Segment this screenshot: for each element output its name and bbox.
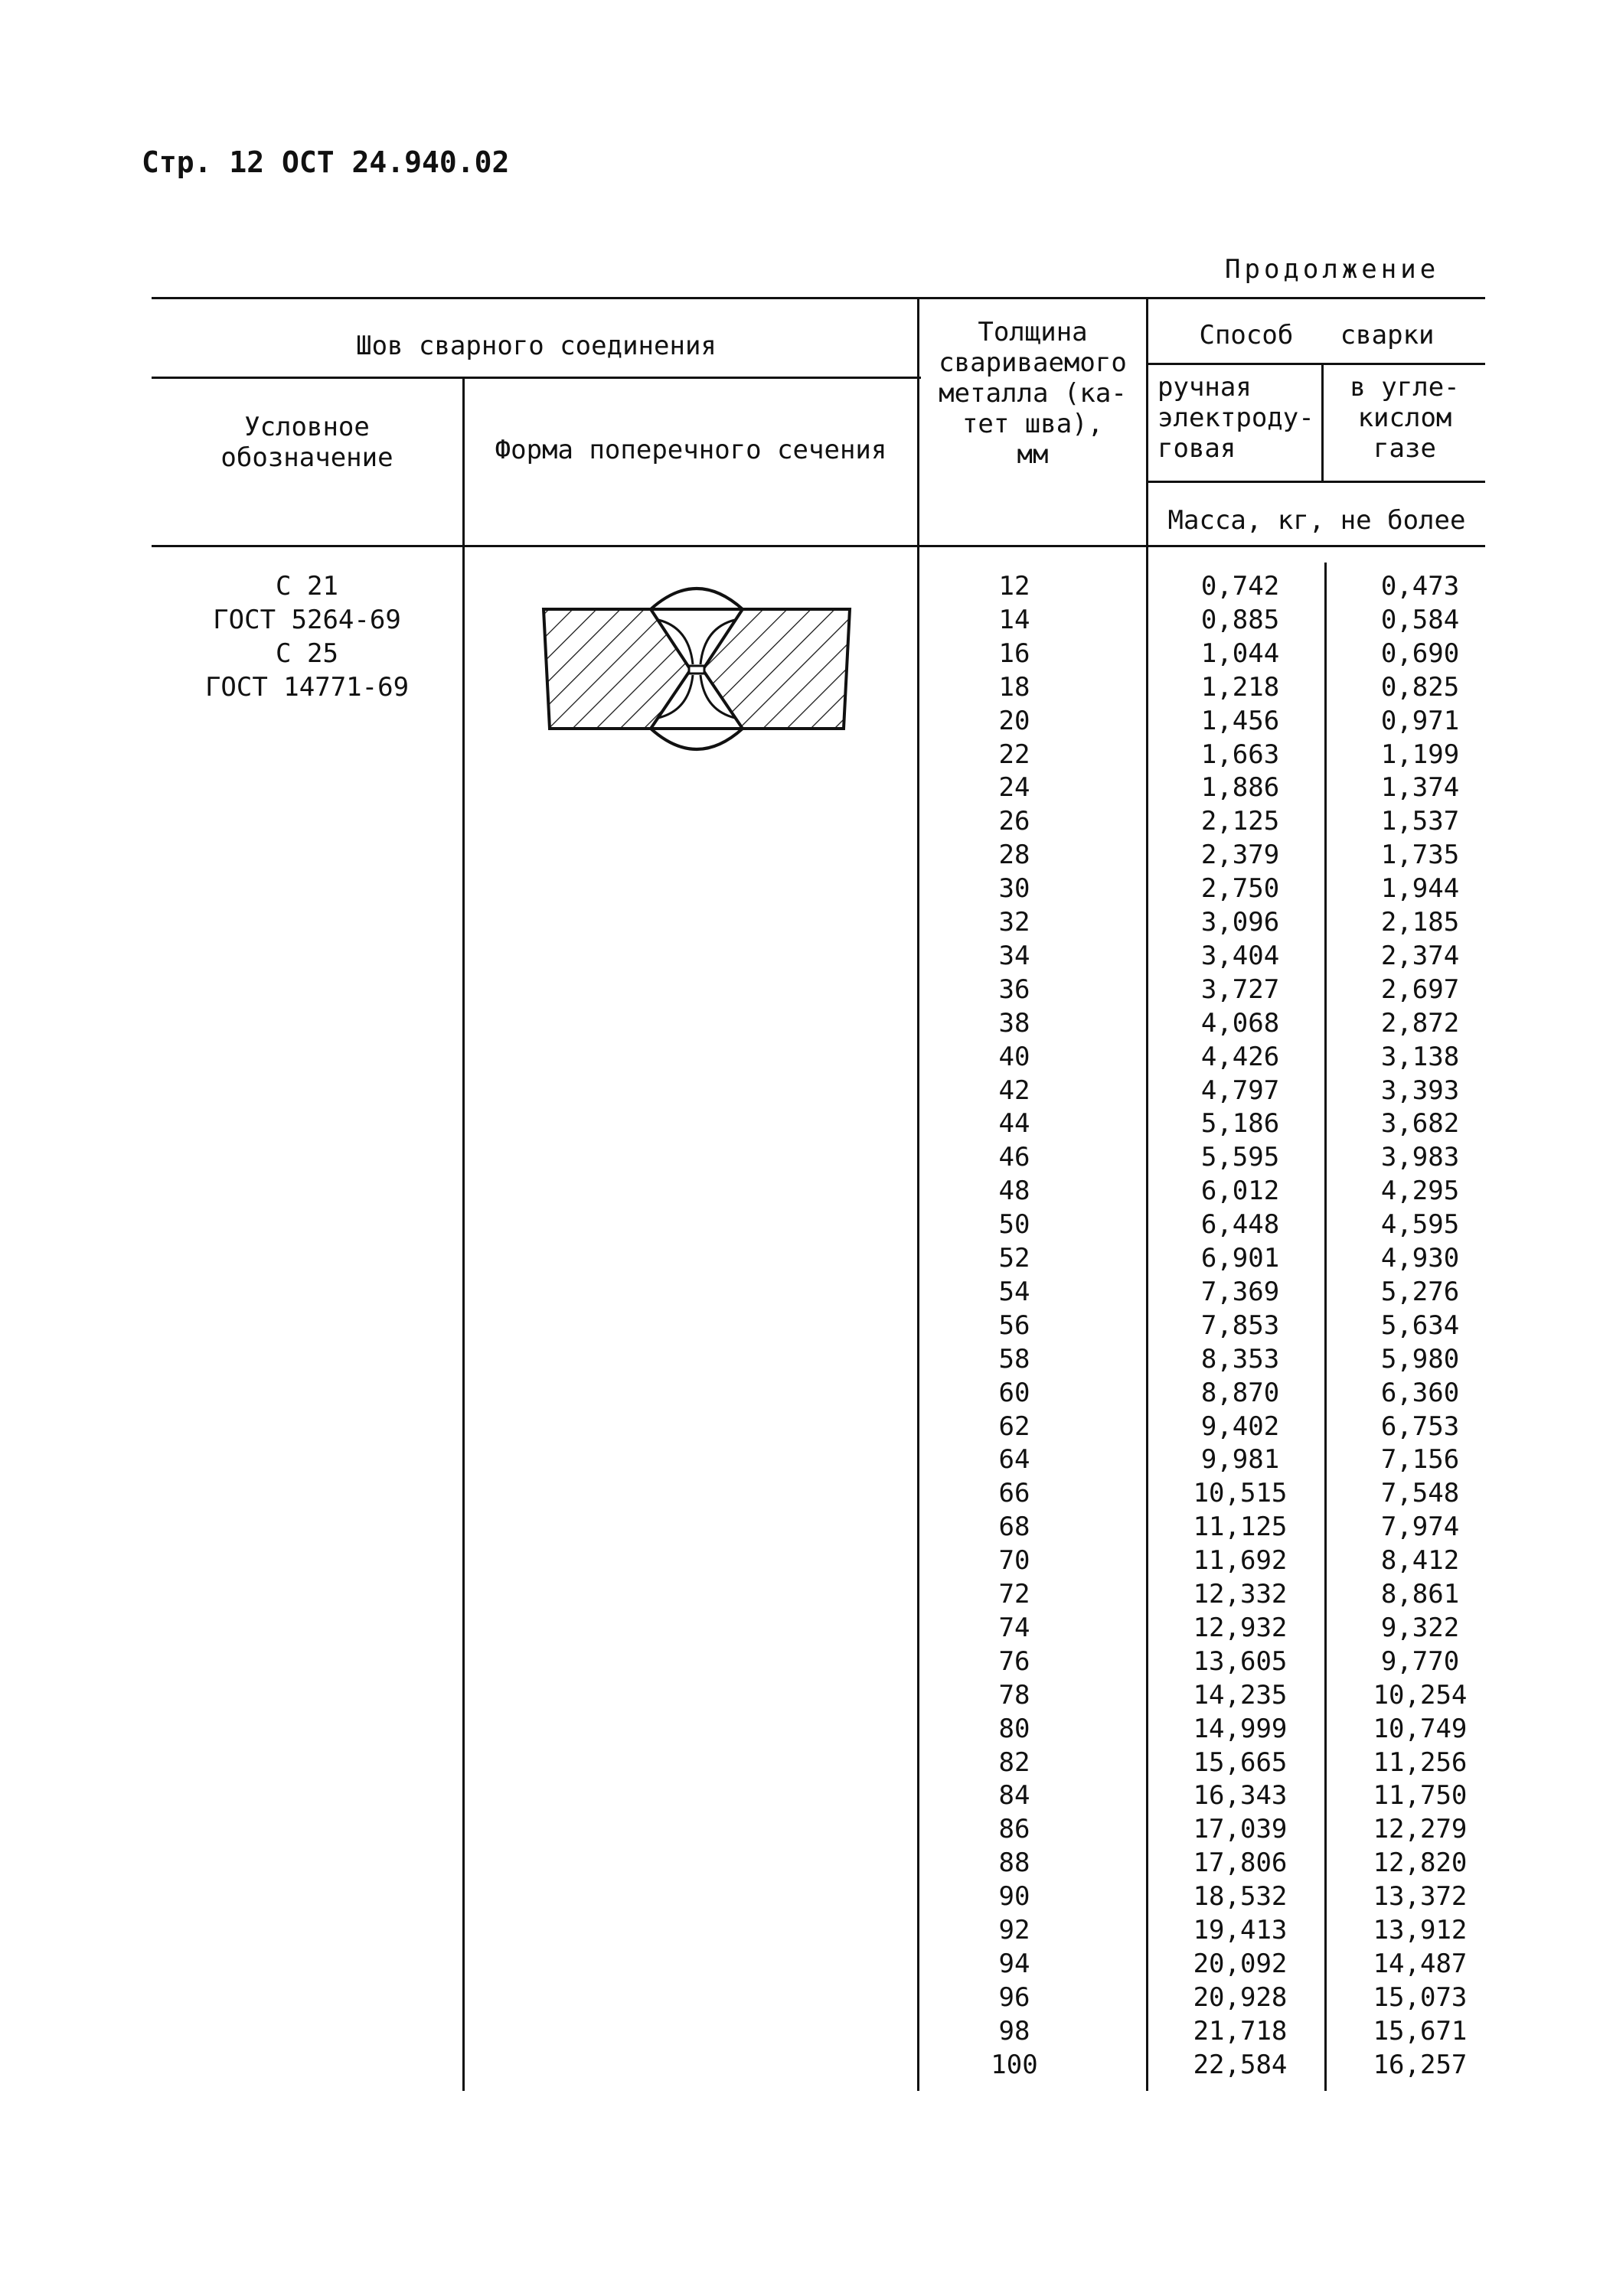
thickness-cell: 20 <box>998 705 1030 736</box>
co2-mass-cell: 8,412 <box>1380 1545 1460 1577</box>
header-designation-line: Условное <box>244 412 370 442</box>
manual-mass-cell: 13,605 <box>1193 1645 1288 1677</box>
table-row <box>0 1309 1613 1342</box>
co2-mass-cell: 15,671 <box>1373 2015 1468 2047</box>
manual-mass-cell: 1,044 <box>1200 638 1280 669</box>
co2-mass-cell: 15,073 <box>1373 1981 1468 2013</box>
thickness-cell: 74 <box>998 1612 1030 1643</box>
manual-mass-cell: 4,068 <box>1200 1007 1280 1039</box>
thickness-cell: 38 <box>998 1007 1030 1039</box>
manual-mass-cell: 16,343 <box>1193 1780 1288 1812</box>
co2-mass-cell: 1,537 <box>1380 806 1460 837</box>
table-row <box>0 569 1613 603</box>
thickness-cell: 60 <box>998 1377 1030 1408</box>
header-co2-line: в угле- <box>1350 372 1460 403</box>
thickness-cell: 16 <box>998 638 1030 669</box>
table-row <box>0 1040 1613 1074</box>
table-row <box>0 603 1613 637</box>
manual-mass-cell: 11,692 <box>1193 1545 1288 1577</box>
header-welding-method: Способ сварки <box>1199 320 1435 351</box>
co2-mass-cell: 6,360 <box>1380 1377 1460 1408</box>
manual-mass-cell: 8,353 <box>1200 1343 1280 1375</box>
table-row <box>0 1174 1613 1208</box>
co2-mass-cell: 0,825 <box>1380 671 1460 703</box>
co2-mass-cell: 10,749 <box>1373 1713 1468 1744</box>
header-bottom-rule <box>152 545 1485 547</box>
header-thickness-line: Толщина <box>978 317 1088 347</box>
co2-mass-cell: 1,199 <box>1380 739 1460 770</box>
manual-mass-cell: 17,806 <box>1193 1848 1288 1879</box>
co2-mass-cell: 13,912 <box>1373 1915 1468 1945</box>
thickness-cell: 86 <box>998 1814 1030 1845</box>
manual-mass-cell: 11,125 <box>1193 1512 1288 1543</box>
thickness-cell: 32 <box>998 907 1030 938</box>
co2-mass-cell: 13,372 <box>1373 1881 1468 1913</box>
co2-mass-cell: 4,930 <box>1380 1243 1460 1274</box>
thickness-cell: 34 <box>998 940 1030 971</box>
manual-mass-cell: 14,999 <box>1193 1713 1288 1744</box>
thickness-cell: 28 <box>998 840 1030 871</box>
manual-mass-cell: 3,096 <box>1200 907 1280 938</box>
table-row <box>0 1913 1613 1947</box>
thickness-cell: 58 <box>998 1343 1030 1375</box>
designation-line: ГОСТ 14771-69 <box>204 672 410 703</box>
table-row <box>0 905 1613 939</box>
table-row <box>0 1342 1613 1376</box>
table-row <box>0 804 1613 838</box>
thickness-cell: 94 <box>998 1948 1030 1979</box>
manual-mass-cell: 20,928 <box>1193 1981 1288 2013</box>
co2-mass-cell: 14,487 <box>1373 1948 1468 1979</box>
thickness-cell: 80 <box>998 1713 1030 1744</box>
manual-mass-cell: 2,125 <box>1200 806 1280 837</box>
thickness-cell: 40 <box>998 1041 1030 1072</box>
table-row <box>0 1275 1613 1309</box>
manual-mass-cell: 0,885 <box>1200 604 1280 635</box>
co2-mass-cell: 4,295 <box>1380 1176 1460 1207</box>
table-row <box>0 1410 1613 1443</box>
co2-mass-cell: 12,279 <box>1373 1814 1468 1845</box>
thickness-cell: 52 <box>998 1243 1030 1274</box>
manual-mass-cell: 2,379 <box>1200 840 1280 871</box>
co2-mass-cell: 1,944 <box>1380 873 1460 905</box>
manual-mass-cell: 9,981 <box>1200 1444 1280 1476</box>
header-co2-line: кислом <box>1357 403 1452 433</box>
thickness-cell: 68 <box>998 1512 1030 1543</box>
table-row <box>0 1712 1613 1746</box>
thickness-cell: 62 <box>998 1411 1030 1442</box>
manual-mass-cell: 3,404 <box>1200 940 1280 971</box>
co2-mass-cell: 5,980 <box>1380 1343 1460 1375</box>
manual-mass-cell: 4,797 <box>1200 1075 1280 1106</box>
manual-mass-cell: 1,218 <box>1200 671 1280 703</box>
table-row <box>0 1645 1613 1678</box>
table-row <box>0 1981 1613 2014</box>
thickness-cell: 56 <box>998 1309 1030 1341</box>
thickness-cell: 22 <box>998 739 1030 770</box>
thickness-cell: 78 <box>998 1679 1030 1711</box>
manual-mass-cell: 6,012 <box>1200 1176 1280 1207</box>
thickness-cell: 100 <box>991 2049 1038 2080</box>
header-thickness <box>919 317 1146 470</box>
table-row <box>0 1678 1613 1712</box>
table-row <box>0 1140 1613 1174</box>
manual-mass-cell: 2,750 <box>1200 873 1280 905</box>
table-row <box>0 1443 1613 1476</box>
table-row <box>0 1510 1613 1544</box>
header-thickness-line: свариваемого <box>939 347 1127 378</box>
thickness-cell: 42 <box>998 1075 1030 1106</box>
co2-mass-cell: 12,820 <box>1373 1848 1468 1879</box>
co2-mass-cell: 8,861 <box>1380 1579 1460 1609</box>
co2-mass-cell: 11,750 <box>1373 1780 1468 1812</box>
table-row <box>0 771 1613 804</box>
co2-mass-cell: 2,185 <box>1380 907 1460 938</box>
thickness-cell: 92 <box>998 1915 1030 1945</box>
co2-mass-cell: 9,322 <box>1380 1612 1460 1643</box>
manual-mass-cell: 14,235 <box>1193 1679 1288 1711</box>
thickness-cell: 18 <box>998 671 1030 703</box>
table-row <box>0 670 1613 704</box>
table-row <box>0 1611 1613 1645</box>
header-manual-arc <box>1158 372 1318 464</box>
designation-line: С 25 <box>276 638 338 669</box>
co2-mass-cell: 16,257 <box>1373 2049 1468 2080</box>
thickness-cell: 46 <box>998 1142 1030 1173</box>
thickness-cell: 70 <box>998 1545 1030 1577</box>
header-designation-line: обозначение <box>220 442 393 473</box>
header-thickness-line: тет шва), <box>962 409 1104 439</box>
thickness-cell: 26 <box>998 806 1030 837</box>
manual-mass-cell: 8,870 <box>1200 1377 1280 1408</box>
co2-mass-cell: 6,753 <box>1380 1411 1460 1442</box>
table-row <box>0 872 1613 905</box>
thickness-cell: 84 <box>998 1780 1030 1812</box>
manual-mass-cell: 10,515 <box>1193 1478 1288 1509</box>
header-mass-rule <box>1148 481 1485 483</box>
co2-mass-cell: 0,473 <box>1380 571 1460 602</box>
table-row <box>0 1880 1613 1913</box>
manual-mass-cell: 3,727 <box>1200 974 1280 1005</box>
thickness-cell: 44 <box>998 1108 1030 1140</box>
thickness-cell: 98 <box>998 2015 1030 2047</box>
continuation-label: Продолжение <box>1225 254 1440 285</box>
co2-mass-cell: 5,634 <box>1380 1309 1460 1341</box>
header-manual-line: электроду- <box>1158 403 1314 433</box>
manual-mass-cell: 21,718 <box>1193 2015 1288 2047</box>
co2-mass-cell: 2,872 <box>1380 1007 1460 1039</box>
thickness-cell: 90 <box>998 1881 1030 1913</box>
co2-mass-cell: 2,374 <box>1380 940 1460 971</box>
manual-mass-cell: 22,584 <box>1193 2049 1288 2080</box>
table-row <box>0 939 1613 973</box>
co2-mass-cell: 7,974 <box>1380 1512 1460 1543</box>
thickness-cell: 14 <box>998 604 1030 635</box>
co2-mass-cell: 2,697 <box>1380 974 1460 1005</box>
co2-mass-cell: 3,393 <box>1380 1075 1460 1106</box>
co2-mass-cell: 1,735 <box>1380 840 1460 871</box>
thickness-cell: 64 <box>998 1444 1030 1476</box>
table-row <box>0 1006 1613 1040</box>
co2-mass-cell: 0,690 <box>1380 638 1460 669</box>
thickness-cell: 82 <box>998 1746 1030 1778</box>
manual-mass-cell: 18,532 <box>1193 1881 1288 1913</box>
table-row <box>0 1577 1613 1611</box>
table-row <box>0 1376 1613 1410</box>
table-row <box>0 2048 1613 2082</box>
thickness-cell: 24 <box>998 772 1030 804</box>
manual-mass-cell: 1,663 <box>1200 739 1280 770</box>
co2-mass-cell: 7,548 <box>1380 1478 1460 1509</box>
header-manual-line: ручная <box>1158 372 1252 403</box>
header-mass: Масса, кг, не более <box>1167 505 1466 536</box>
co2-mass-cell: 0,584 <box>1380 604 1460 635</box>
thickness-cell: 54 <box>998 1276 1030 1307</box>
manual-mass-cell: 5,595 <box>1200 1142 1280 1173</box>
header-weld-joint: Шов сварного соединения <box>356 331 717 361</box>
table-row <box>0 973 1613 1006</box>
manual-mass-cell: 17,039 <box>1193 1814 1288 1845</box>
thickness-cell: 66 <box>998 1478 1030 1509</box>
table-row <box>0 637 1613 670</box>
co2-mass-cell: 7,156 <box>1380 1444 1460 1476</box>
designation-line: С 21 <box>276 571 338 602</box>
manual-mass-cell: 12,332 <box>1193 1579 1288 1609</box>
co2-mass-cell: 4,595 <box>1380 1209 1460 1241</box>
table-row <box>0 1074 1613 1107</box>
manual-mass-cell: 20,092 <box>1193 1948 1288 1979</box>
manual-mass-cell: 7,369 <box>1200 1276 1280 1307</box>
table-row <box>0 738 1613 771</box>
table-top-rule <box>152 297 1485 299</box>
designation-line: ГОСТ 5264-69 <box>213 605 401 635</box>
manual-mass-cell: 5,186 <box>1200 1108 1280 1140</box>
manual-mass-cell: 15,665 <box>1193 1746 1288 1778</box>
manual-mass-cell: 4,426 <box>1200 1041 1280 1072</box>
table-row <box>0 1812 1613 1846</box>
co2-mass-cell: 1,374 <box>1380 772 1460 804</box>
co2-mass-cell: 3,983 <box>1380 1142 1460 1173</box>
manual-mass-cell: 6,901 <box>1200 1243 1280 1274</box>
thickness-cell: 30 <box>998 873 1030 905</box>
manual-mass-cell: 9,402 <box>1200 1411 1280 1442</box>
thickness-cell: 50 <box>998 1209 1030 1241</box>
table-row <box>0 1208 1613 1241</box>
co2-mass-cell: 11,256 <box>1373 1746 1468 1778</box>
table-row <box>0 1107 1613 1140</box>
thickness-cell: 76 <box>998 1645 1030 1677</box>
co2-mass-cell: 0,971 <box>1380 705 1460 736</box>
manual-mass-cell: 1,886 <box>1200 772 1280 804</box>
header-thickness-line: металла (ка- <box>939 378 1127 409</box>
header-designation <box>152 412 462 473</box>
header-co2-line: газе <box>1373 433 1436 464</box>
table-row <box>0 1779 1613 1812</box>
thickness-cell: 12 <box>998 571 1030 602</box>
table-row <box>0 838 1613 872</box>
table-row <box>0 1846 1613 1880</box>
manual-mass-cell: 1,456 <box>1200 705 1280 736</box>
header-cross-section: Форма поперечного сечения <box>495 435 887 465</box>
table-row <box>0 1476 1613 1510</box>
manual-mass-cell: 19,413 <box>1193 1915 1288 1945</box>
co2-mass-cell: 9,770 <box>1380 1645 1460 1677</box>
manual-mass-cell: 12,932 <box>1193 1612 1288 1643</box>
table-row <box>0 1544 1613 1577</box>
table-row <box>0 2014 1613 2048</box>
co2-mass-cell: 5,276 <box>1380 1276 1460 1307</box>
manual-mass-cell: 7,853 <box>1200 1309 1280 1341</box>
table-row <box>0 1947 1613 1981</box>
co2-mass-cell: 3,682 <box>1380 1108 1460 1140</box>
header-sub-rule-left <box>152 377 921 379</box>
thickness-cell: 96 <box>998 1981 1030 2013</box>
thickness-cell: 48 <box>998 1176 1030 1207</box>
co2-mass-cell: 10,254 <box>1373 1679 1468 1711</box>
table-row <box>0 1241 1613 1275</box>
thickness-cell: 72 <box>998 1579 1030 1609</box>
header-sub-rule-method <box>1148 363 1485 365</box>
header-manual-line: говая <box>1158 433 1236 464</box>
manual-mass-cell: 6,448 <box>1200 1209 1280 1241</box>
page-header: Стр. 12 ОСТ 24.940.02 <box>142 145 510 179</box>
thickness-cell: 36 <box>998 974 1030 1005</box>
table-row <box>0 1746 1613 1779</box>
header-thickness-line: мм <box>1017 439 1049 470</box>
table-row <box>0 704 1613 738</box>
thickness-cell: 88 <box>998 1848 1030 1879</box>
co2-mass-cell: 3,138 <box>1380 1041 1460 1072</box>
header-co2 <box>1324 372 1485 464</box>
col-rule-4 <box>1321 363 1324 481</box>
manual-mass-cell: 0,742 <box>1200 571 1280 602</box>
